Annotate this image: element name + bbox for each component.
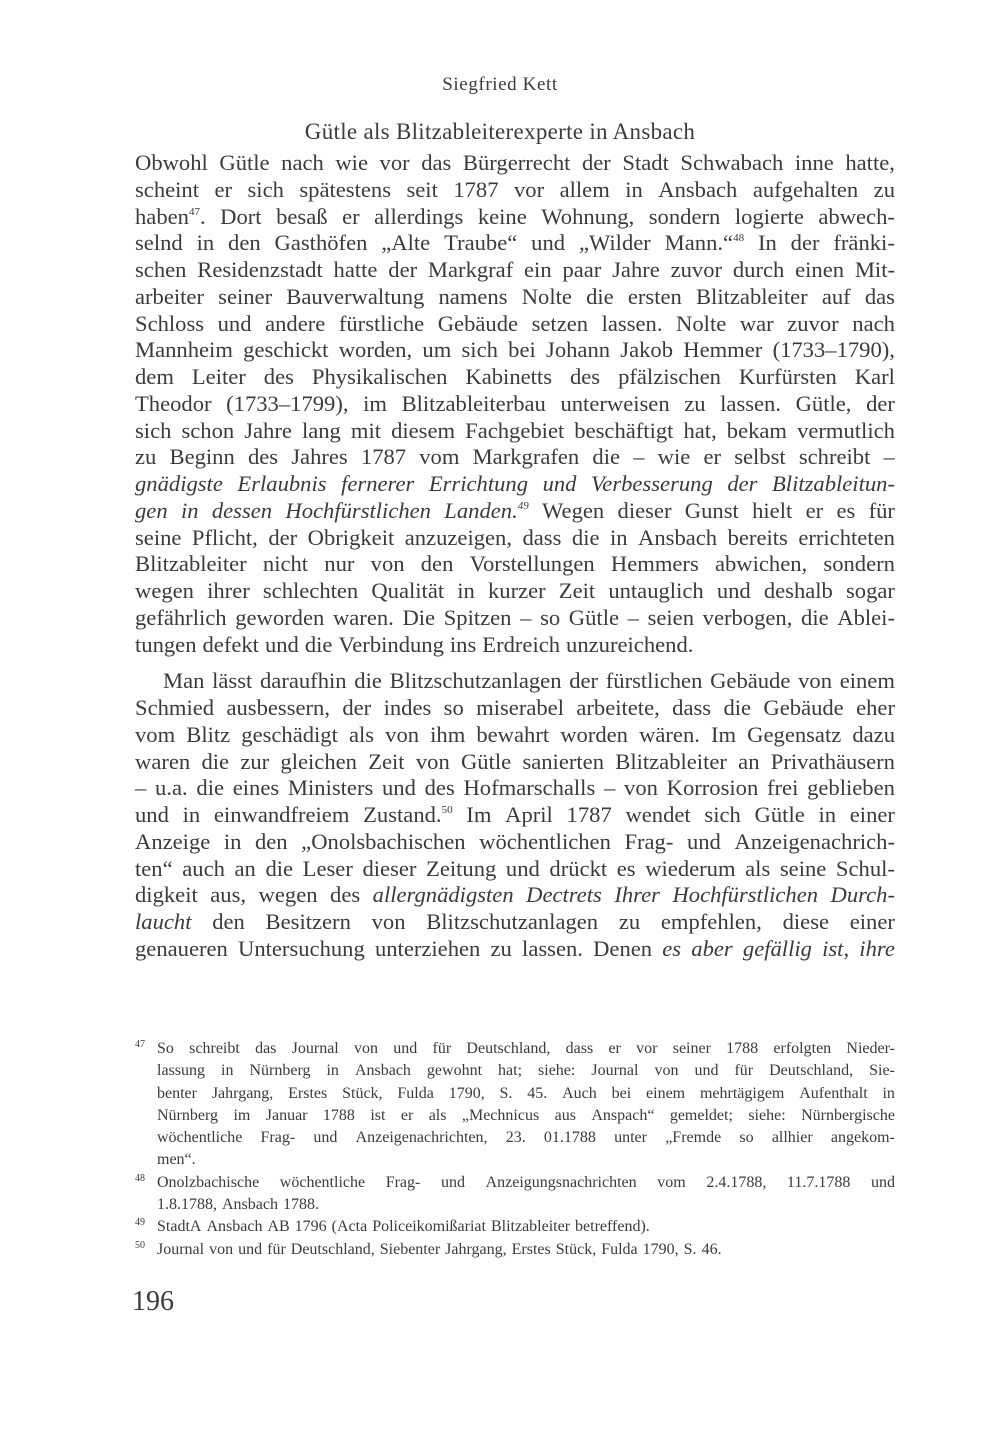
text-line: scheint er sich spätestens seit 1787 vor allem in Ansbach aufgehalten zu [135, 176, 895, 202]
footnote [135, 1038, 895, 1172]
footnote-line: Nürnberg im Januar 1788 ist er als „Mechnicus aus Anspach“ gemeldet; siehe: Nürnbergische [157, 1106, 895, 1124]
footnotes [135, 1038, 895, 1261]
text-line: schen Residenzstadt hatte der Markgraf ein paar Jahre zuvor durch einen Mit- [135, 257, 895, 282]
text-line: gefährlich geworden waren. Die Spitzen – so Gütle – seien verbogen, die Ablei- [135, 604, 895, 630]
text-line: digkeit aus, wegen des allergnädigsten Dectrets Ihrer Hochfürstlichen Durch- [135, 882, 895, 908]
text-line: waren die zur gleichen Zeit von Gütle sanierten Blitzableiter an Privathäusern [135, 748, 895, 774]
footnote [135, 1239, 895, 1261]
footnote-number: 50 [135, 1239, 145, 1251]
footnote-number: 47 [135, 1039, 145, 1050]
text-line: und in einwandfreiem Zustand.$^{50}$ Im April 1787 wendet sich Gütle in einer [135, 802, 895, 827]
footnote-line: StadtA Ansbach AB 1796 (Acta Policeikomißariat Blitzableiter betreffend). [157, 1218, 650, 1236]
footnote-line: wöchentliche Frag- und Anzeigenachrichten, 23. 01.1788 unter „Fremde so allhier angekom- [157, 1129, 895, 1147]
text-line: Obwohl Gütle nach wie vor das Bürgerrecht der Stadt Schwabach inne hatte, [135, 150, 895, 175]
text-line: arbeiter seiner Bauverwaltung namens Nolte die ersten Blitzableiter auf das [135, 283, 895, 309]
section-heading: Gütle als Blitzableiterexperte in Ansbach [304, 119, 696, 144]
text-line: Man lässt daraufhin die Blitzschutzanlagen der fürstlichen Gebäude von einem [163, 668, 895, 694]
footnote-line: men“. [157, 1151, 196, 1169]
text-line: wegen ihrer schlechten Qualität in kurzer Zeit untauglich und deshalb sogar [135, 578, 895, 603]
text-line: Schmied ausbessern, der indes so miserabel arbeitete, dass die Gebäude eher [135, 695, 895, 720]
text-line: genaueren Untersuchung unterziehen zu lassen. Denen es aber gefällig ist, ihre [135, 935, 895, 961]
footnote-number: 49 [135, 1217, 145, 1229]
text-line: dem Leiter des Physikalischen Kabinetts des pfälzischen Kurfürsten Karl [135, 364, 895, 389]
text-line: seine Pflicht, der Obrigkeit anzuzeigen, dass die in Ansbach bereits errichteten [135, 524, 895, 550]
footnote-line: 1.8.1788, Ansbach 1788. [157, 1196, 319, 1214]
footnote [135, 1172, 895, 1217]
text-line: Theodor (1733–1799), im Blitzableiterbau unterweisen zu lassen. Gütle, der [135, 390, 895, 416]
footnote-line: So schreibt das Journal von und für Deutschland, dass er vor seiner 1788 erfolgten Nieder- [157, 1040, 895, 1057]
text-line: Blitzableiter nicht nur von den Vorstellungen Hemmers abwichen, sondern [135, 551, 895, 577]
text-line: gnädigste Erlaubnis fernerer Errichtung und Verbesserung der Blitzableitun- [135, 471, 895, 496]
footnote-line: Onolzbachische wöchentliche Frag- und Anzeigungsnachrichten vom 2.4.1788, 11.7.1788 und [157, 1173, 895, 1191]
running-head: Siegfried Kett [442, 74, 558, 95]
page-number: 196 [132, 1286, 174, 1317]
text-line: selnd in den Gasthöfen „Alte Traube“ und „Wilder Mann.“$^{48}$ In der fränki- [135, 230, 895, 256]
text-line: sich schon Jahre lang mit diesem Fachgebiet beschäftigt hat, bekam vermutlich [135, 417, 895, 443]
text-line: tungen defekt und die Verbindung ins Erdreich unzureichend. [135, 631, 694, 657]
footnote-line: Journal von und für Deutschland, Siebenter Jahrgang, Erstes Stück, Fulda 1790, S. 46. [157, 1240, 722, 1258]
text-line: vom Blitz geschädigt als von ihm bewahrt worden wären. Im Gegensatz dazu [135, 721, 895, 747]
text-line: gen in dessen Hochfürstlichen Landen.$^{49}$ Wegen dieser Gunst hielt er es für [135, 497, 895, 523]
text-line: haben$^{47}$. Dort besaß er allerdings keine Wohnung, sondern logierte abwech- [135, 203, 895, 229]
text-line: laucht den Besitzern von Blitzschutzanlagen zu empfehlen, diese einer [135, 909, 895, 934]
text-line: Schloss und andere fürstliche Gebäude setzen lassen. Nolte war zuvor nach [135, 310, 895, 336]
footnote-number: 48 [135, 1172, 145, 1184]
text-line: zu Beginn des Jahres 1787 vom Markgrafen die – wie er selbst schreibt – [135, 444, 895, 470]
text-line: Mannheim geschickt worden, um sich bei Johann Jakob Hemmer (1733–1790), [135, 337, 895, 363]
text-line: Anzeige in den „Onolsbachischen wöchentlichen Frag- und Anzeigenachrich- [135, 828, 895, 854]
footnote-line: benter Jahrgang, Erstes Stück, Fulda 1790, S. 45. Auch bei einem mehrtägigem Aufenthalt in [157, 1084, 895, 1102]
body-text [135, 150, 895, 963]
footnote-line: lassung in Nürnberg in Ansbach gewohnt hat; siehe: Journal von und für Deutschland, Sie- [157, 1062, 895, 1080]
footnote [135, 1216, 895, 1238]
text-line: – u.a. die eines Ministers und des Hofmarschalls – von Korrosion frei geblieben [135, 775, 895, 801]
text-line: ten“ auch an die Leser dieser Zeitung und drückt es wiederum als seine Schul- [135, 855, 895, 881]
